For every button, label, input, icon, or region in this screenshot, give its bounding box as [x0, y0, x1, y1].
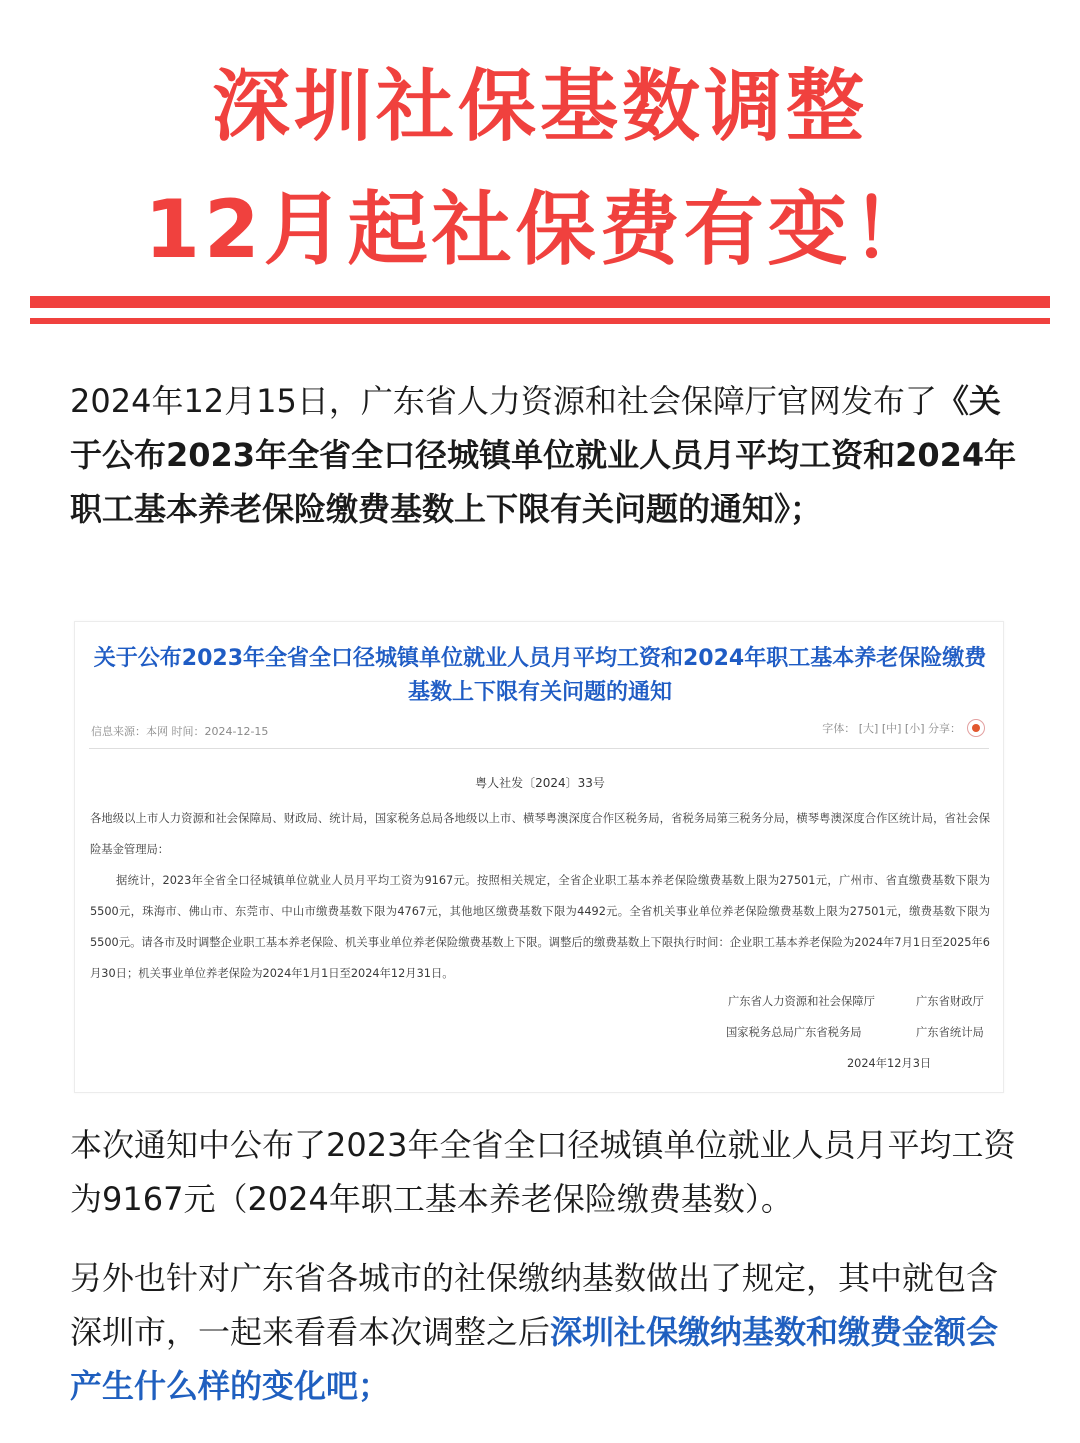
- notice-addressee: 各地级以上市人力资源和社会保障局、财政局、统计局，国家税务总局各地级以上市、横琴粤澳深度合作区税务局，省税务局第三税务分局，横琴粤澳深度合作区统计局，省社会保险基金管理局：: [90, 812, 990, 856]
- font-size-and-share-label: 字体： [大] [中] [小] 分享：: [822, 722, 961, 735]
- weibo-share-icon[interactable]: [967, 719, 985, 737]
- divider-thick: [30, 296, 1050, 308]
- shenzhen-text: 另外也针对广东省各城市的社保缴纳基数做出了规定，其中就包含深圳市，一起来看看本次调整之后: [70, 1259, 999, 1351]
- signer-finance: 广东省财政厅: [916, 995, 984, 1008]
- notice-title: 关于公布2023年全省全口径城镇单位就业人员月平均工资和2024年职工基本养老保险缴费基数上下限有关问题的通知: [93, 646, 987, 705]
- notice-divider: [89, 748, 989, 749]
- signer-tax: 国家税务总局广东省税务局: [726, 1026, 862, 1039]
- signer-statistics: 广东省统计局: [916, 1026, 984, 1039]
- signer-hrss: 广东省人力资源和社会保障厅: [728, 995, 875, 1008]
- headline-line-1: 深圳社保基数调整: [211, 62, 868, 152]
- notice-meta-source: 信息来源：本网 时间：2024-12-15: [91, 725, 269, 738]
- shenzhen-paragraph: [70, 1251, 1020, 1413]
- notice-content: 据统计，2023年全省全口径城镇单位就业人员月平均工资为9167元。按照相关规定，全省企业职工基本养老保险缴费基数上限为27501元，广州市、省直缴费基数下限为5500元，珠海市、佛山市、东莞市、中山市缴费基数下限为4767元，其他地区缴费基数下限为4492元。全省机关事业单位养老保险缴费基数上限为27501元，缴费基数下限为5500元。请各市及时调整企业职工基本养老保险、机关事业单位养老保险缴费基数上下限。调整后的缴费基数上下限执行时间：企业职工基本养老保险为2024年7月1日至2025年6月30日；机关事业单位养老保险为2024年1月1日至2024年12月31日。: [90, 874, 990, 980]
- divider-thin: [30, 318, 1050, 324]
- notice-screenshot-card: [74, 621, 1004, 1093]
- notice-body: [90, 803, 990, 989]
- intro-text: 2024年12月15日，广东省人力资源和社会保障厅官网发布了: [70, 382, 937, 420]
- headline-line-2: 12月起社保费有变！: [144, 183, 936, 276]
- summary-paragraph: 本次通知中公布了2023年全省全口径城镇单位就业人员月平均工资为9167元（2024年职工基本养老保险缴费基数）。: [70, 1126, 1016, 1218]
- notice-meta-tools: [822, 719, 985, 737]
- shenzhen-highlight: 深圳社保缴纳基数和缴费金额会产生什么样的变化吧；: [70, 1313, 999, 1405]
- notice-date: 2024年12月3日: [847, 1057, 932, 1070]
- notice-doc-number: 粤人社发〔2024〕33号: [475, 776, 605, 790]
- notice-title-reference: 《关于公布2023年全省全口径城镇单位就业人员月平均工资和2024年职工基本养老保险缴费基数上下限有关问题的通知》；: [70, 382, 1017, 528]
- intro-paragraph: [70, 374, 1020, 536]
